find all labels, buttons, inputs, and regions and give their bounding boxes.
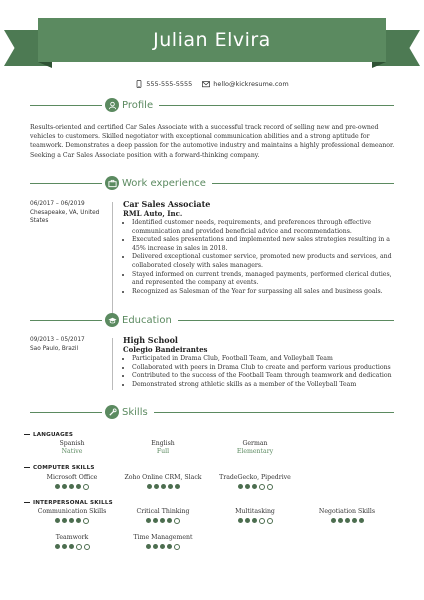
skill-rating (205, 518, 305, 524)
divider-line (178, 320, 394, 321)
rating-dot-filled (238, 518, 243, 523)
language-item (22, 440, 122, 456)
job-location: Chesapeake, VA, United States (30, 209, 100, 224)
rating-dot-empty (83, 518, 89, 524)
graduation-cap-icon (105, 313, 119, 327)
language-level: Elementary (236, 448, 274, 455)
education-location: Sao Paulo, Brazil (30, 345, 79, 352)
rating-dot-empty (267, 484, 273, 490)
rating-dot-filled (160, 544, 165, 549)
wrench-icon (105, 405, 119, 419)
rating-dot-filled (147, 484, 152, 489)
skill-rating (22, 544, 122, 550)
rating-dot-filled (146, 544, 151, 549)
rating-dot-empty (83, 484, 89, 490)
skill-name: Communication Skills (37, 508, 107, 515)
rating-dot-filled (69, 518, 74, 523)
rating-dot-filled (245, 518, 250, 523)
divider-line (30, 320, 102, 321)
education-body (123, 336, 396, 389)
divider-line (30, 183, 102, 184)
rating-dot-filled (245, 484, 250, 489)
section-title: Skills (122, 406, 148, 418)
phone-icon (135, 80, 143, 88)
skill-rating (297, 518, 397, 523)
rating-dot-filled (175, 484, 180, 489)
skills-heading (30, 405, 394, 419)
interpersonal-skill-item (22, 534, 122, 550)
profile-heading (30, 98, 394, 112)
interpersonal-skill-item (297, 508, 397, 523)
skill-name: Zoho Online CRM, Slack (124, 474, 202, 481)
phone-text: 555-555-5555 (146, 80, 193, 88)
skill-rating (113, 544, 213, 550)
rating-dot-filled (76, 518, 81, 523)
skill-name: Multitasking (235, 508, 275, 515)
language-item (205, 440, 305, 456)
skill-rating (205, 484, 305, 490)
education-meta (30, 336, 108, 353)
list-item: • Demonstrated strong athletic skills as a member of the Volleyball Team (132, 381, 396, 390)
list-item: • Identified customer needs, requirements, and preferences through effective communication and provided beneficial advice and recommendations. (132, 219, 396, 236)
banner-body (38, 18, 386, 62)
rating-dot-filled (160, 518, 165, 523)
envelope-icon (202, 80, 210, 88)
education-dates: 09/2013 – 05/2017 (30, 337, 85, 343)
person-icon (105, 98, 119, 112)
briefcase-icon (105, 176, 119, 190)
divider-line (159, 105, 394, 106)
education-entry (30, 336, 396, 396)
rating-dot-empty (174, 518, 180, 524)
name-banner (0, 18, 424, 74)
skill-name: Teamwork (55, 534, 89, 541)
contact-bar (0, 80, 424, 88)
skill-name: Critical Thinking (136, 508, 190, 515)
rating-dot-filled (62, 518, 67, 523)
interpersonal-skill-item (113, 534, 213, 550)
job-company: RML Auto, Inc. (123, 209, 183, 218)
rating-dot-filled (55, 544, 60, 549)
computer-skill-item (205, 474, 305, 490)
list-item: • Collaborated with peers in Drama Club to create and perform various productions (132, 364, 396, 373)
skill-rating (113, 518, 213, 524)
education-bullets (123, 355, 396, 389)
rating-dot-filled (62, 484, 67, 489)
rating-dot-empty (84, 544, 90, 550)
rating-dot-filled (238, 484, 243, 489)
rating-dot-filled (69, 484, 74, 489)
section-title: Education (122, 314, 172, 326)
rating-dot-filled (252, 484, 257, 489)
list-item: • Delivered exceptional customer service, promoted new products and services, and collaborated closely with sales managers. (132, 253, 396, 270)
language-name: German (242, 440, 268, 447)
phone-item (135, 80, 192, 88)
rating-dot-filled (359, 518, 364, 523)
rating-dot-empty (259, 518, 265, 524)
rating-dot-filled (62, 544, 67, 549)
list-item: • Stayed informed on current trends, managed payments, performed clerical duties, and represented the company at events. (132, 271, 396, 288)
job-entry (30, 200, 396, 325)
rating-dot-filled (167, 518, 172, 523)
rating-dot-filled (345, 518, 350, 523)
languages-label: LANGUAGES (24, 432, 73, 438)
rating-dot-filled (69, 544, 74, 549)
divider-line (30, 412, 102, 413)
timeline-line (112, 338, 113, 390)
job-bullets (123, 219, 396, 296)
list-item: • Contributed to the success of the Football Team through teamwork and dedication (132, 372, 396, 381)
rating-dot-filled (161, 484, 166, 489)
language-name: English (151, 440, 175, 447)
timeline-line (112, 202, 113, 322)
job-dates: 06/2017 – 06/2019 (30, 201, 85, 207)
skill-name: Time Management (133, 534, 193, 541)
interpersonal-skill-item (22, 508, 122, 524)
education-heading (30, 313, 394, 327)
rating-dot-empty (76, 544, 82, 550)
candidate-name: Julian Elvira (153, 29, 271, 51)
rating-dot-empty (267, 518, 273, 524)
list-item: • Executed sales presentations and implemented new sales strategies resulting in a 45% increase in sales in 2018. (132, 236, 396, 253)
rating-dot-filled (154, 484, 159, 489)
profile-summary: Results-oriented and certified Car Sales Associate with a successful track record of selling new and pre-owned vehicles to customers. Skilled negotiator with exceptional communication abilities and a strong aptitude for teamwork. Demonstrates a deep passion for the automotive industry and maintains a highly professional demeanor. Seeking a Car Sales Associate position with a forward-thinking company. (30, 124, 395, 159)
rating-dot-empty (174, 544, 180, 550)
skill-name: Negotiation Skills (318, 508, 376, 515)
rating-dot-filled (352, 518, 357, 523)
skill-rating (22, 518, 122, 524)
skill-rating (113, 484, 213, 489)
skill-rating (22, 484, 122, 490)
section-title: Work experience (122, 177, 206, 189)
email-text[interactable]: hello@kickresume.com (213, 80, 289, 88)
rating-dot-filled (338, 518, 343, 523)
experience-heading (30, 176, 394, 190)
school-type: High School (123, 335, 178, 345)
school-name: Colegio Bandeirantes (123, 345, 208, 354)
rating-dot-filled (168, 484, 173, 489)
email-item[interactable] (202, 80, 288, 88)
job-title: Car Sales Associate (123, 199, 211, 209)
language-name: Spanish (59, 440, 85, 447)
language-level: Full (156, 448, 170, 455)
rating-dot-filled (167, 544, 172, 549)
interpersonal-skill-item (205, 508, 305, 524)
computer-skill-item (22, 474, 122, 490)
job-meta (30, 200, 108, 226)
rating-dot-filled (76, 484, 81, 489)
interpersonal-skills-label: INTERPERSONAL SKILLS (24, 500, 113, 506)
list-item: • Recognized as Salesman of the Year for surpassing all sales and business goals. (132, 288, 396, 297)
computer-skill-item (113, 474, 213, 489)
rating-dot-filled (153, 544, 158, 549)
skill-name: Microsoft Office (46, 474, 98, 481)
rating-dot-filled (55, 484, 60, 489)
interpersonal-skill-item (113, 508, 213, 524)
divider-line (30, 105, 102, 106)
rating-dot-filled (252, 518, 257, 523)
rating-dot-filled (153, 518, 158, 523)
language-item (113, 440, 213, 456)
list-item: • Participated in Drama Club, Football Team, and Volleyball Team (132, 355, 396, 364)
rating-dot-filled (146, 518, 151, 523)
section-title: Profile (122, 99, 154, 111)
rating-dot-filled (331, 518, 336, 523)
computer-skills-label: COMPUTER SKILLS (24, 465, 95, 471)
rating-dot-filled (55, 518, 60, 523)
skill-name: TradeGecko, Pipedrive (219, 474, 291, 481)
rating-dot-empty (259, 484, 265, 490)
job-body (123, 200, 396, 296)
divider-line (212, 183, 394, 184)
divider-line (154, 412, 394, 413)
language-level: Native (61, 448, 83, 455)
